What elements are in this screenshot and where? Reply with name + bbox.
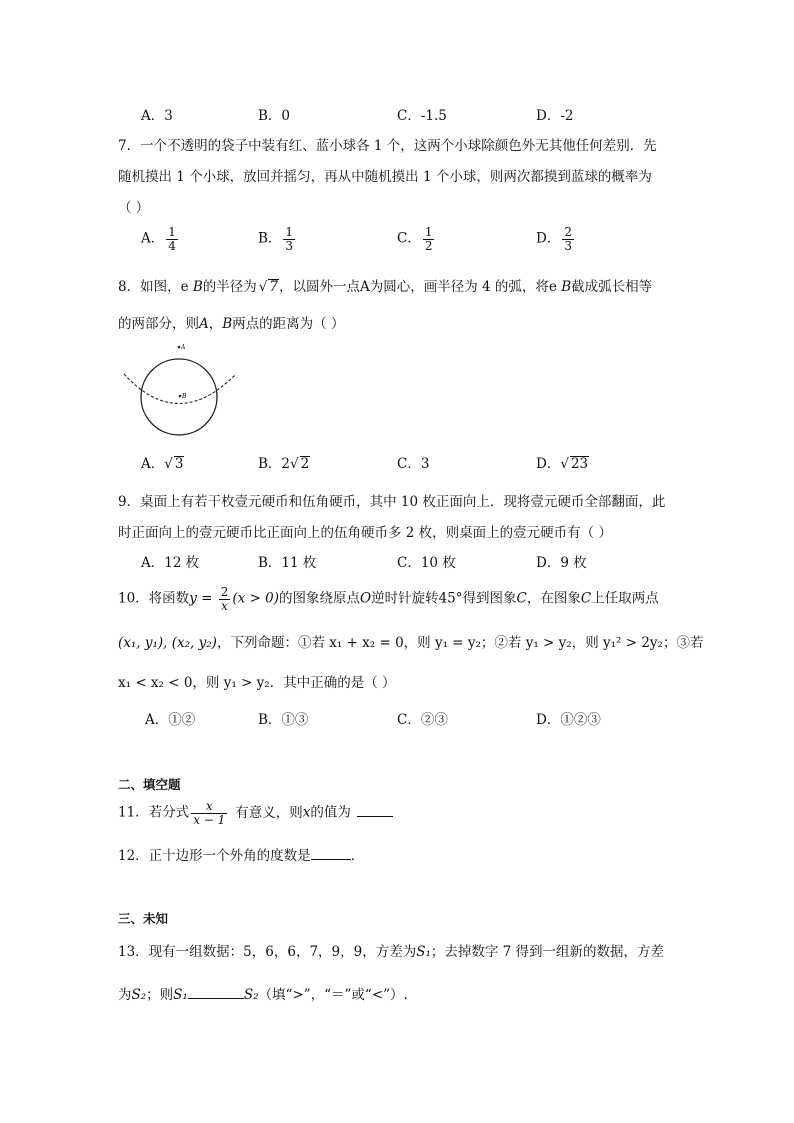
section-fill-blank-title: 二、填空题: [118, 777, 181, 792]
q8-line-1: 8．如图，e B的半径为 √ 7，以圆外一点A为圆心，画半径为 4 的弧，将e B截成弧长相等: [118, 279, 653, 295]
q11-answer-blank[interactable]: [357, 816, 393, 817]
q10-option-d: D．①②③: [536, 712, 601, 728]
q6-option-a: A．3: [141, 108, 173, 124]
q7-line-3: （ ）: [118, 200, 150, 216]
q9-option-a: A．12 枚: [141, 555, 200, 571]
q8-option-b: B．2√ 2: [258, 456, 310, 472]
q13-line-1: 13．现有一组数据：5，6，6，7，9，9，方差为S₁；去掉数字 7 得到一组新的数据，方差: [118, 944, 665, 960]
q9-line-2: 时正面向上的壹元硬币比正面向上的伍角硬币多 2 枚，则桌面上的壹元硬币有（ ）: [118, 525, 612, 541]
q8-option-a: A．√ 3: [141, 456, 184, 472]
q10-option-b: B．①③: [258, 712, 309, 728]
label-a: A: [181, 344, 186, 351]
q7-option-b: B． $\frac{1}{3}$: [258, 225, 294, 253]
point-a: [178, 346, 181, 349]
q6-option-d: D．-2: [536, 108, 574, 124]
q7-line-1: 7．一个不透明的袋子中装有红、蓝小球各 1 个，这两个小球除颜色外无其他任何差别．先: [118, 138, 657, 154]
fraction: $\frac{2}{x}$: [220, 585, 229, 613]
q8-figure: [118, 338, 243, 441]
q13-answer-blank[interactable]: [188, 998, 244, 999]
q10-line-2: (x₁, y₁), (x₂, y₂)，下列命题：①若 x₁ + x₂ = 0，则 y₁ = y₂；②若 y₁ > y₂，则 y₁² > 2y₂；③若: [118, 635, 704, 651]
q8-option-c: C．3: [397, 456, 430, 472]
q9-option-d: D．9 枚: [536, 555, 587, 571]
q10-line-3: x₁ < x₂ < 0，则 y₁ > y₂．其中正确的是（ ）: [118, 675, 396, 691]
fraction: $\frac{2}{3}$: [564, 225, 572, 253]
q10-option-a: A．①②: [145, 712, 196, 728]
fraction: $\frac{1}{2}$: [424, 225, 433, 253]
q10-option-c: C．②③: [397, 712, 448, 728]
q7-option-a: A． $\frac{1}{4}$: [141, 225, 176, 253]
q9-option-b: B．11 枚: [258, 555, 317, 571]
q9-line-1: 9．桌面上有若干枚壹元硬币和伍角硬币，其中 10 枚正面向上．现将壹元硬币全部翻面，此: [118, 494, 666, 510]
q8-line-2: 的两部分，则A，B两点的距离为（ ）: [118, 316, 345, 332]
q12-answer-blank[interactable]: [311, 859, 351, 860]
q6-option-b: B．0: [258, 108, 291, 124]
q7-option-c: C． $\frac{1}{2}$: [397, 225, 433, 253]
q6-option-c: C．-1.5: [397, 108, 447, 124]
section-unknown-title: 三、未知: [118, 911, 169, 926]
q7-line-2: 随机摸出 1 个小球，放回并摇匀，再从中随机摸出 1 个小球，则两次都摸到蓝球的概率为: [118, 169, 652, 185]
fraction: $\frac{1}{4}$: [168, 225, 176, 253]
q8-option-d: D．√ 23: [536, 456, 589, 472]
fraction: $\frac{x}{x - 1}$: [193, 799, 226, 827]
q7-option-d: D． $\frac{2}{3}$: [536, 225, 572, 253]
point-b: [179, 395, 182, 398]
q11-line: 11．若分式 $\frac{x}{x - 1}$ 有意义，则x的值为: [118, 800, 393, 826]
q10-line-1: 10．将函数y = $\frac{2}{x}$ (x > 0)的图象绕原点O逆时针旋转45°得到图象C，在图象C上任取两点: [118, 585, 659, 613]
fraction: $\frac{1}{3}$: [285, 225, 294, 253]
q12-line: 12．正十边形一个外角的度数是 ．: [118, 848, 365, 864]
q9-option-c: C．10 枚: [397, 555, 456, 571]
q13-line-2: 为S₂；则S₁ S₂（填“>”，“＝”或“<”）.: [118, 987, 408, 1003]
label-b: B: [182, 393, 187, 400]
